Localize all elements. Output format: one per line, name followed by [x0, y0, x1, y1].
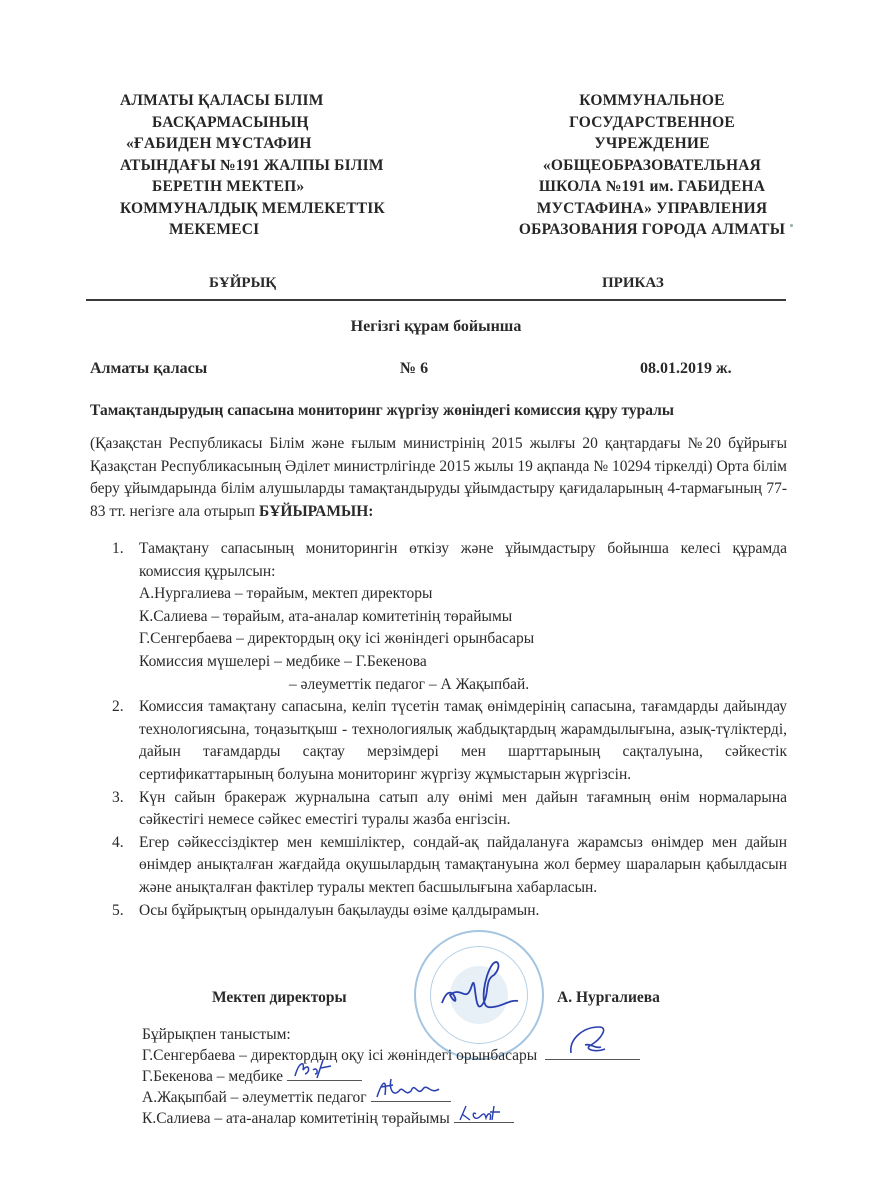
order-item	[112, 787, 787, 832]
ack-person: Г.Сенгербаева – директордың оқу ісі жөніндегі орынбасары	[142, 1047, 538, 1064]
acknowledgement-heading: Бұйрықпен таныстым:	[142, 1026, 291, 1043]
acknowledgement-line	[142, 1087, 640, 1108]
item-text: Комиссия тамақтану сапасына, келіп түсетін тамақ өнімдерінің сапасына, тағамдарды дайындау технологиясына, тоңазытқыш - технологиялық жабдықтардың жарамдылығына, азық-түліктерді, дайын тағамдарды сақтау мерзімдері мен шарттарының сақталуына, сәйкестік сертификаттарының болуына мониторинг жүргізу жұмыстарын жүргізсін.	[139, 698, 787, 783]
ack-person: А.Жақыпбай – әлеуметтік педагог	[142, 1089, 367, 1106]
header-ru-line: ГОСУДАРСТВЕННОЕ	[569, 113, 735, 131]
preamble-text: (Қазақстан Республикасы Білім және ғылым министрінің 2015 жылғы 20 қаңтардағы №20 бұйрығы Қазақстан Республикасының Әділет министрлігінде 2015 жылы 19 ақпанда № 10294 тіркелді) Орта білім беру ұйымдарында білім алушыларды тамақтандыруды ұйымдастыру қағидаларының 4-тармағының 77-83 тт. негізге ала отырып	[90, 435, 787, 520]
order-item	[112, 696, 787, 786]
item-text: Күн сайын бракераж журналына сатып алу өнімі мен дайын тағамның өнім нормаларына сәйкестігі немесе сәйкес еместігі туралы жазба енгізсін.	[139, 788, 787, 829]
header-kz-line: КОММУНАЛДЫҚ МЕМЛЕКЕТТІК	[120, 199, 385, 217]
header-kz-line: БАСҚАРМАСЫНЫҢ	[152, 113, 309, 131]
header-ru-line: ШКОЛА №191 им. ГАБИДЕНА	[538, 178, 766, 195]
order-item	[112, 900, 787, 923]
header-kz-line: АТЫНДАҒЫ №191 ЖАЛПЫ БІЛІМ	[120, 156, 384, 174]
member-line: Комиссия мүшелері – медбике – Г.Бекенова	[139, 652, 427, 670]
ack-person: Г.Бекенова – медбике	[142, 1068, 284, 1085]
header-kz-line: АЛМАТЫ ҚАЛАСЫ БІЛІМ	[120, 92, 324, 109]
acknowledgement-line	[142, 1045, 640, 1066]
signature-line	[371, 1087, 451, 1102]
header-kz-line: «ҒАБИДЕН МҰСТАФИН	[126, 135, 312, 152]
header-ru-line: МУСТАФИНА» УПРАВЛЕНИЯ	[536, 199, 768, 217]
ack-person: К.Салиева – ата-аналар комитетінің төрайымы	[142, 1110, 450, 1127]
member-line: А.Нургалиева – төрайым, мектеп директоры	[139, 585, 433, 603]
order-item	[112, 538, 787, 696]
signature-icon	[456, 1102, 504, 1124]
acknowledgement-block	[142, 1024, 640, 1129]
order-preamble	[90, 433, 787, 523]
item-number: 4.	[112, 833, 124, 851]
signature-icon	[373, 1075, 443, 1103]
order-basis: Негізгі құрам бойынша	[350, 318, 522, 335]
header-institution-ru	[470, 90, 810, 241]
item-text: Егер сәйкессіздіктер мен кемшіліктер, сондай-ақ пайдалануға жарамсыз өнімдер мен дайын өнімдер анықталған жағдайда оқушылардың тамақтануына жол бермеу шараларын қабылдасын және анықталған фактілер туралы мектеп басшылығына хабарласын.	[139, 833, 787, 896]
item-number: 1.	[112, 540, 124, 557]
item-number: 3.	[112, 788, 124, 806]
signature-icon	[565, 1023, 615, 1059]
member-line: – әлеуметтік педагог – А Жақыпбай.	[289, 675, 530, 693]
header-ru-line: «ОБЩЕОБРАЗОВАТЕЛЬНАЯ	[542, 156, 762, 174]
item-number: 5.	[112, 901, 124, 919]
doc-type-ru: ПРИКАЗ	[602, 275, 664, 291]
order-number: № 6	[400, 360, 429, 377]
item-number: 2.	[112, 698, 124, 716]
order-item	[112, 832, 787, 900]
order-items	[112, 538, 787, 922]
signature-line	[545, 1045, 640, 1060]
doc-type-kz: БҰЙРЫҚ	[209, 275, 277, 291]
header-kz-line: МЕКЕМЕСІ	[169, 221, 260, 238]
order-date: 08.01.2019 ж.	[640, 360, 732, 377]
scan-speck	[790, 224, 793, 227]
member-line: К.Салиева – төрайым, ата-аналар комитетінің төрайымы	[139, 607, 513, 625]
acknowledgement-line	[142, 1108, 640, 1129]
order-city: Алматы қаласы	[90, 360, 208, 377]
director-signature-icon	[432, 955, 522, 1025]
item-text: Осы бұйрықтың орындалуын бақылауды өзіме қалдырамын.	[139, 901, 540, 919]
signature-icon	[291, 1056, 335, 1082]
signature-line	[287, 1066, 362, 1081]
signature-line	[454, 1108, 514, 1123]
signature-name: А. Нургалиева	[557, 989, 660, 1006]
header-kz-line: БЕРЕТІН МЕКТЕП»	[152, 178, 305, 195]
header-institution-kz	[100, 90, 430, 241]
header-divider	[86, 299, 786, 301]
header-ru-line: КОММУНАЛЬНОЕ	[579, 92, 725, 109]
order-word: БҰЙЫРАМЫН:	[258, 502, 374, 520]
item-text: Тамақтану сапасының мониторингін өткізу және ұйымдастыру бойынша келесі құрамда комиссия құрылсын:	[139, 540, 787, 580]
order-title: Тамақтандырудың сапасына мониторинг жүргізу жөніндегі комиссия құру туралы	[90, 402, 674, 419]
header-ru-line: УЧРЕЖДЕНИЕ	[594, 135, 710, 152]
signature-position: Мектеп директоры	[212, 989, 347, 1006]
member-line: Г.Сенгербаева – директордың оқу ісі жөніндегі орынбасары	[139, 630, 535, 648]
header-ru-line: ОБРАЗОВАНИЯ ГОРОДА АЛМАТЫ	[518, 221, 786, 238]
